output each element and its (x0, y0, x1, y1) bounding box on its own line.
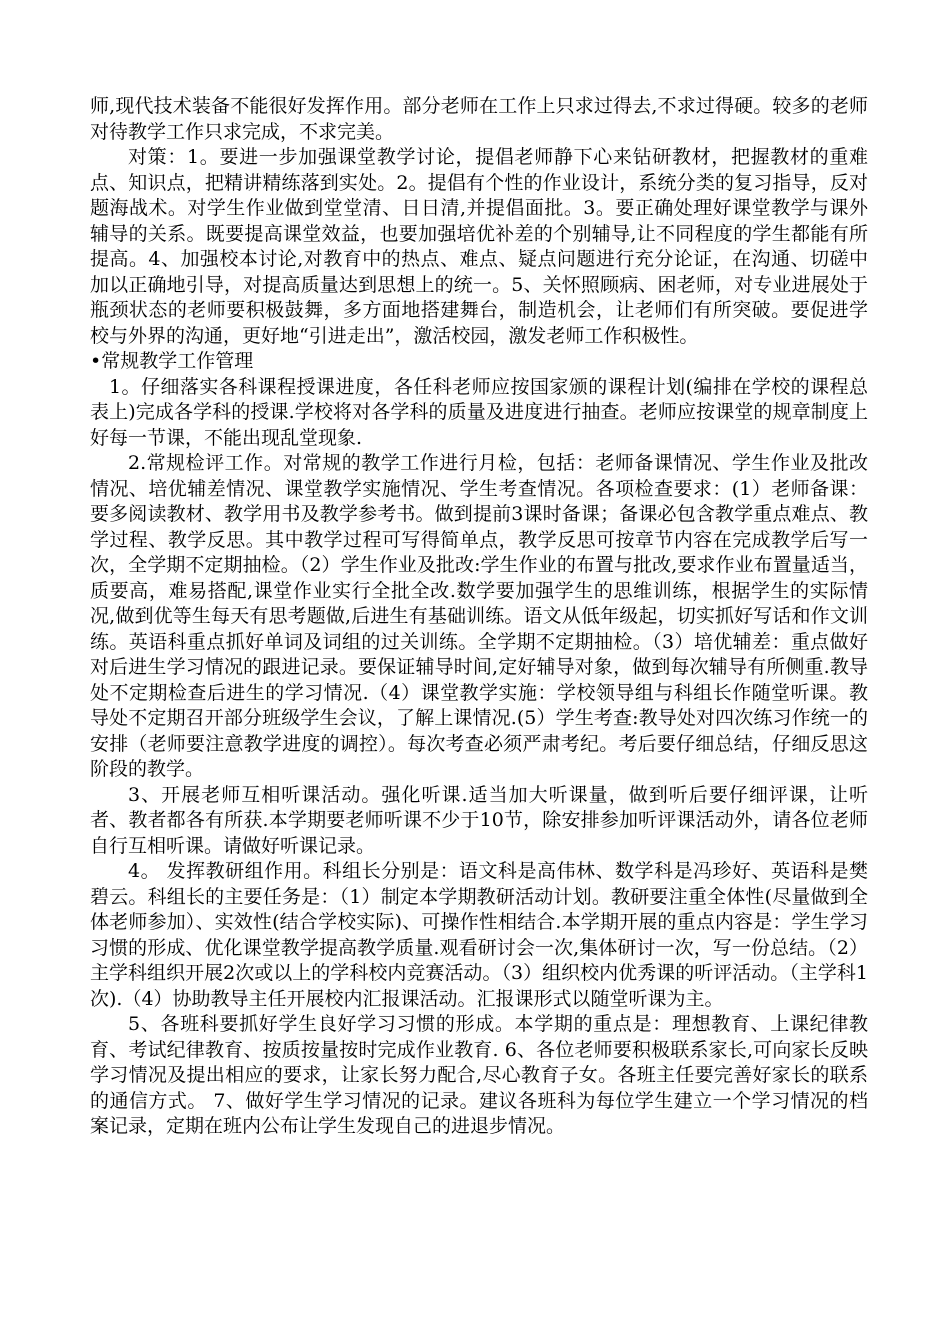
paragraph-item-1: 1。仔细落实各科课程授课进度，各任科老师应按国家颁的课程计划(编排在学校的课程总表上)完成各学科的授课.学校将对各学科的质量及进度进行抽查。老师应按课堂的规章制度上好每一节课，不能出现乱堂现象. (90, 375, 868, 449)
document-page (90, 94, 868, 1140)
section-heading-routine-teaching: •常规教学工作管理 (90, 350, 254, 372)
paragraph-item-5-7: 5、各班科要抓好学生良好学习习惯的形成。本学期的重点是：理想教育、上课纪律教育、考试纪律教育、按质按量按时完成作业教育. 6、各位老师要积极联系家长,可向家长反映学习情况及提出相应的要求，让家长努力配合,尽心教育子女。各班主任要完善好家长的联系的通信方式。 7、做好学生学习情况的记录。建议各班科为每位学生建立一个学习情况的档案记录，定期在班内公布让学生发现自己的进退步情况。 (90, 1013, 868, 1137)
paragraph-item-4: 4。 发挥教研组作用。科组长分别是：语文科是高伟林、数学科是冯珍好、英语科是樊碧云。科组长的主要任务是：（1）制定本学期教研活动计划。教研要注重全体性(尽量做到全体老师参加）、实效性(结合学校实际)、可操作性相结合.本学期开展的重点内容是：学生学习习惯的形成、优化课堂教学提高教学质量.观看研讨会一次,集体研讨一次，写一份总结。（2）主学科组织开展2次或以上的学科校内竞赛活动。（3）组织校内优秀课的听评活动。（主学科1次).（4）协助教导主任开展校内汇报课活动。汇报课形式以随堂听课为主。 (90, 860, 868, 1010)
paragraph-intro-continuation: 师,现代技术装备不能很好发挥作用。部分老师在工作上只求过得去,不求过得硬。较多的老师对待教学工作只求完成，不求完美。 (90, 95, 868, 143)
paragraph-item-2: 2.常规检评工作。对常规的教学工作进行月检，包括：老师备课情况、学生作业及批改情况、培优辅差情况、课堂教学实施情况、学生考查情况。各项检查要求：(1）老师备课：要多阅读教材、教学用书及教学参考书。做到提前3课时备课；备课必包含教学重点难点、教学过程、教学反思。其中教学过程可写得简单点，教学反思可按章节内容在完成教学后写一次，全学期不定期抽检。（2）学生作业及批改:学生作业的布置与批改,要求作业布置量适当，质要高，难易搭配,课堂作业实行全批全改.数学要加强学生的思维训练，根据学生的实际情况,做到优等生每天有思考题做,后进生有基础训练。语文从低年级起，切实抓好写话和作文训练。英语科重点抓好单词及词组的过关训练。全学期不定期抽检。（3）培优辅差：重点做好对后进生学习情况的跟进记录。要保证辅导时间,定好辅导对象，做到每次辅导有所侧重.教导处不定期检查后进生的学习情况.（4）课堂教学实施：学校领导组与科组长作随堂听课。教导处不定期召开部分班级学生会议，了解上课情况.(5）学生考查:教导处对四次练习作统一的安排（老师要注意教学进度的调控）。每次考查必须严肃考纪。考后要仔细总结，仔细反思这阶段的教学。 (90, 452, 868, 780)
paragraph-item-3: 3、开展老师互相听课活动。强化听课.适当加大听课量，做到听后要仔细评课，让听者、教者都各有所获.本学期要老师听课不少于10节，除安排参加听评课活动外，请各位老师自行互相听课。请做好听课记录。 (90, 783, 868, 857)
paragraph-countermeasures: 对策：1。要进一步加强课堂教学讨论，提倡老师静下心来钻研教材，把握教材的重难点、知识点，把精讲精练落到实处。2。提倡有个性的作业设计，系统分类的复习指导，反对题海战术。对学生作业做到堂堂清、日日清,并提倡面批。3。要正确处理好课堂教学与课外辅导的关系。既要提高课堂效益，也要加强培优补差的个别辅导,让不同程度的学生都能有所提高。4、加强校本讨论,对教育中的热点、难点、疑点问题进行充分论证，在沟通、切磋中加以正确地引导，对提高质量达到思想上的统一。5、关怀照顾病、困老师，对专业进展处于瓶颈状态的老师要积极鼓舞，多方面地搭建舞台，制造机会，让老师们有所突破。要促进学校与外界的沟通，更好地“引进走出”，激活校园，激发老师工作积极性。 (90, 146, 868, 347)
